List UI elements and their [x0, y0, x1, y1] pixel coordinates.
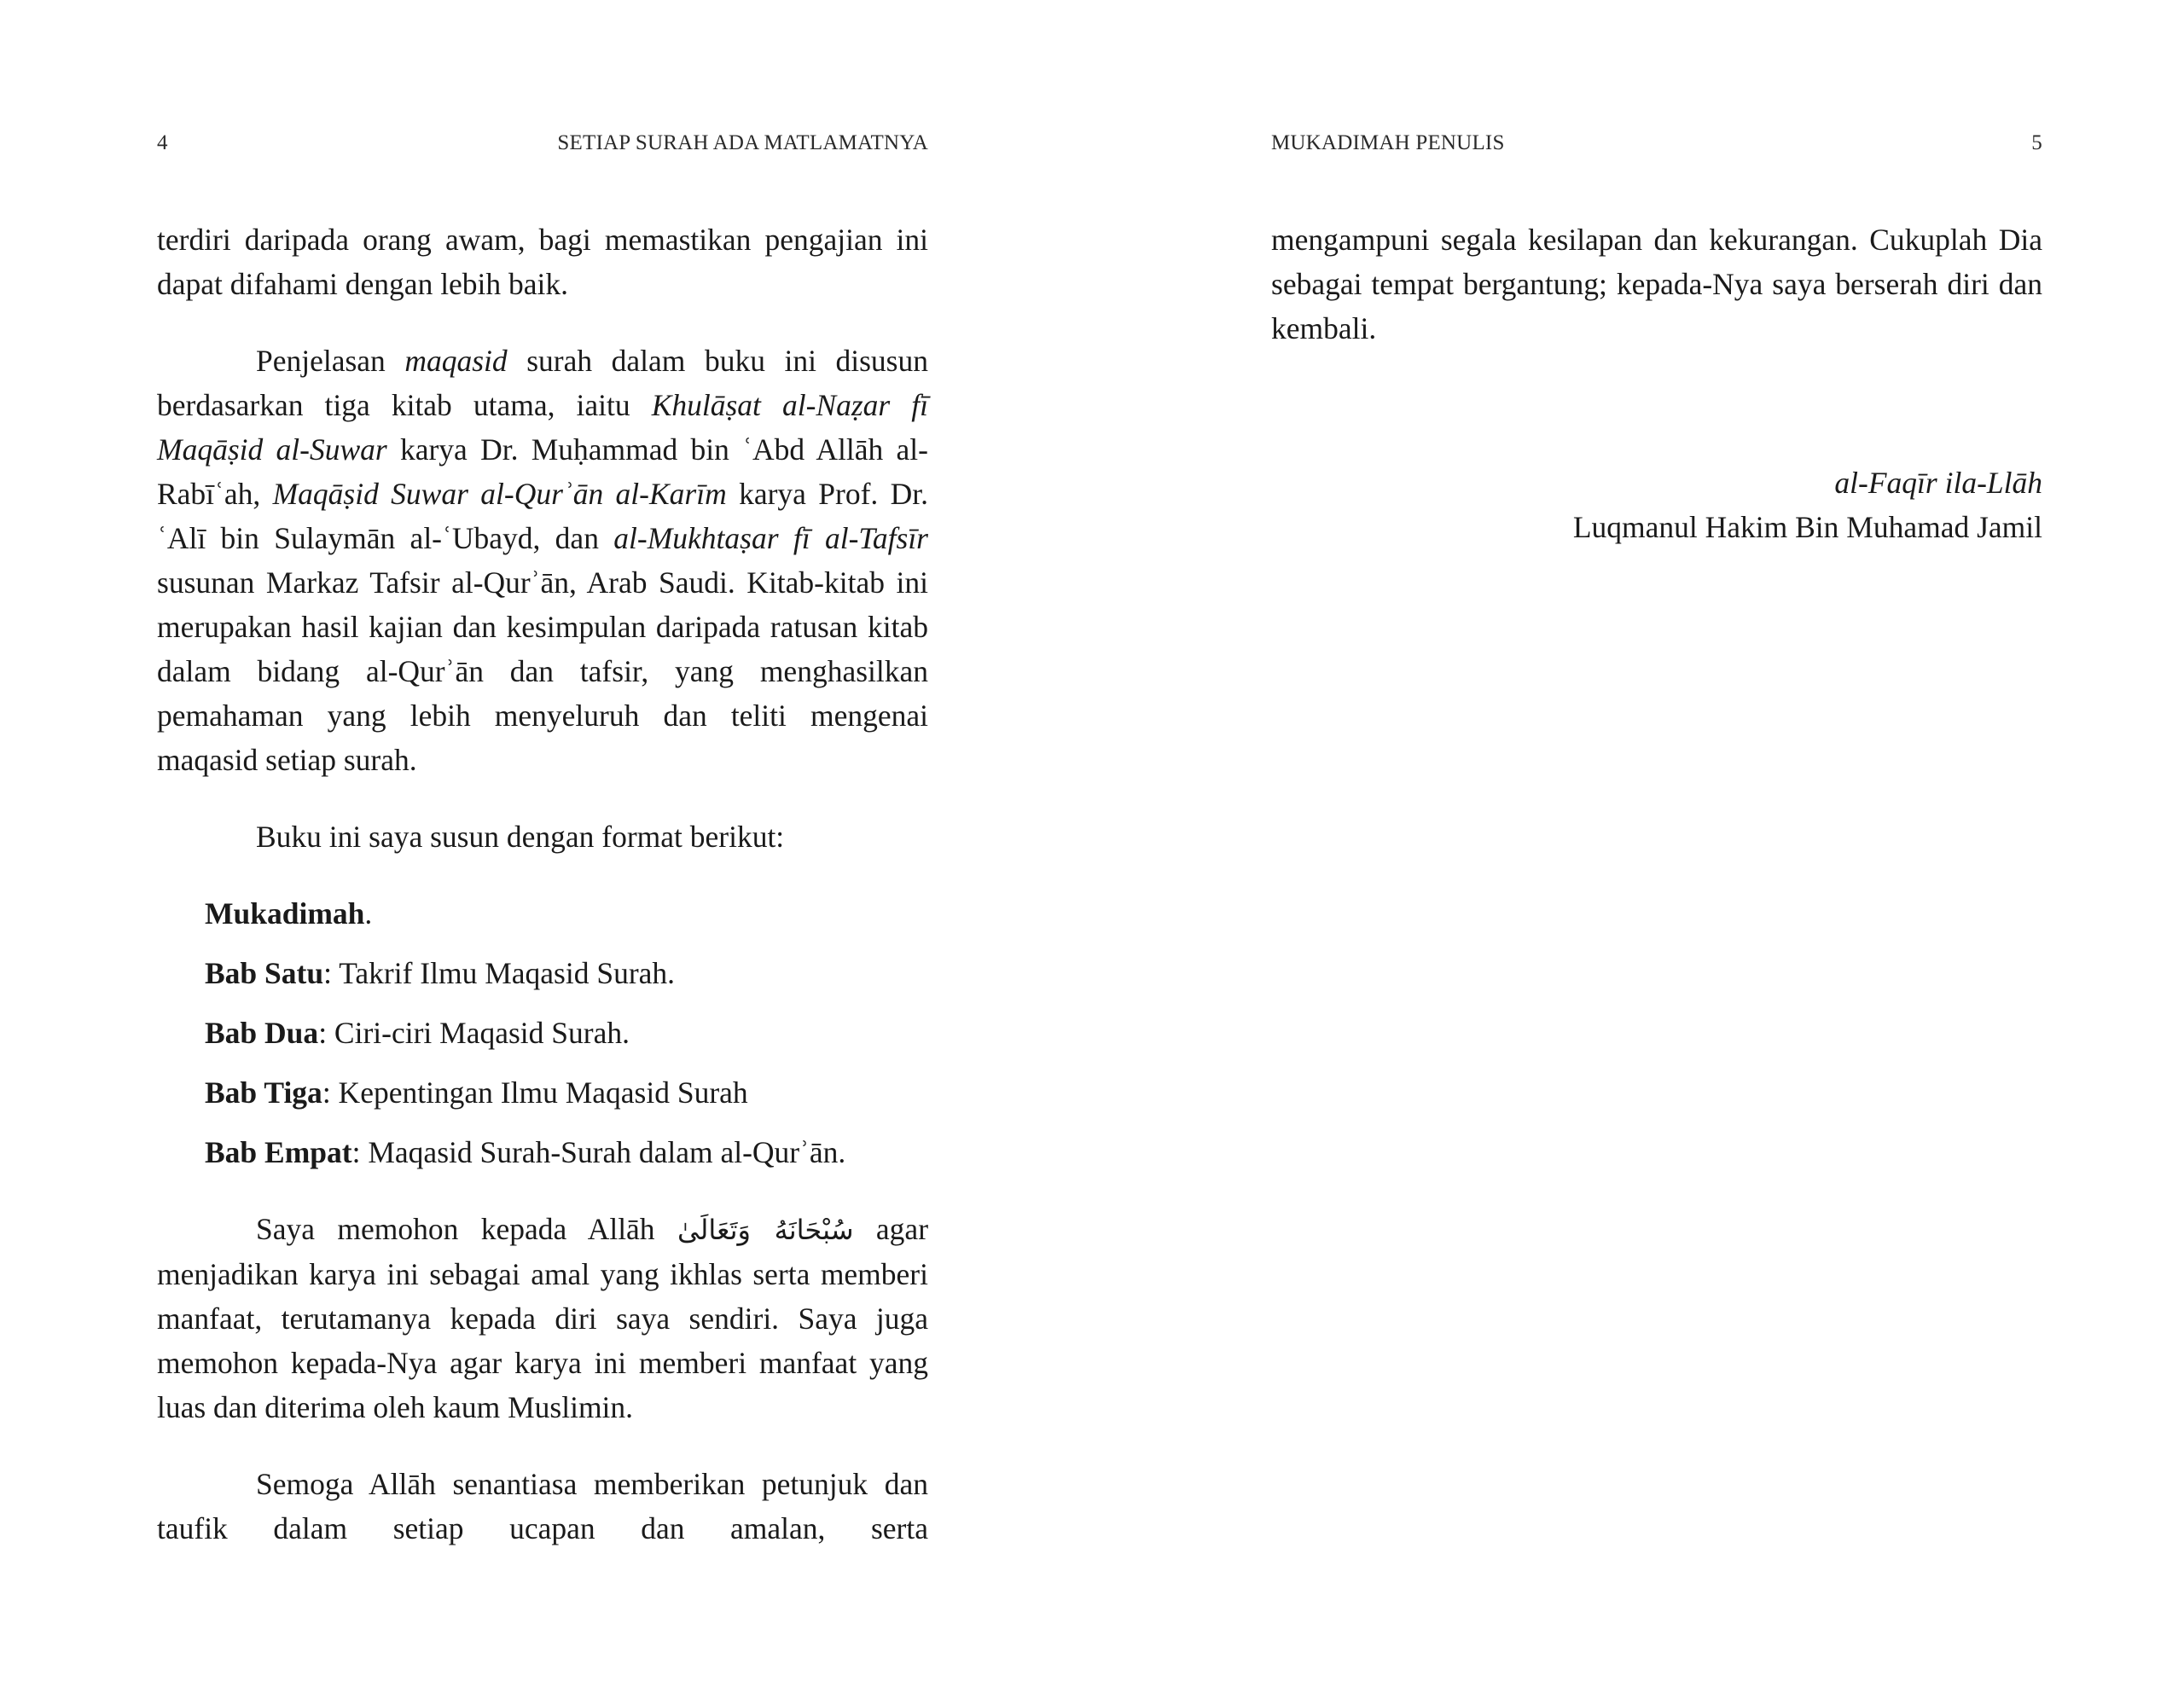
format-list-item	[205, 1011, 928, 1055]
para2-text-2: surah dalam buku ini disusun berdasarkan tiga kitab utama, iaitu	[157, 344, 928, 422]
format-item-text: : Ciri-ciri Maqasid Surah.	[318, 1016, 630, 1050]
left-page-body	[157, 217, 928, 1583]
format-list-item	[205, 1130, 928, 1174]
format-list	[205, 891, 928, 1174]
right-running-head	[1271, 131, 2042, 162]
para2-italic-mukhtasar: al-Mukhtaṣar fī al-Tafsīr	[613, 521, 928, 555]
left-paragraph-1: terdiri daripada orang awam, bagi memastikan pengajian ini dapat difahami dengan lebih baik.	[157, 223, 928, 301]
format-item-text: : Kepentingan Ilmu Maqasid Surah	[322, 1075, 748, 1110]
format-list-item	[205, 891, 928, 936]
right-page	[1271, 0, 2042, 1687]
format-item-label: Bab Tiga	[205, 1075, 322, 1110]
format-item-label: Bab Empat	[205, 1135, 352, 1169]
arabic-honorific: سُبْحَانَهُ وَتَعَالَىٰ	[677, 1214, 854, 1246]
left-running-title: SETIAP SURAH ADA MATLAMATNYA	[557, 131, 928, 154]
left-page-number: 4	[157, 131, 168, 154]
para2-text-5: susunan Markaz Tafsir al-Qurʾān, Arab Saudi. Kitab-kitab ini merupakan hasil kajian dan kesimpulan daripada ratusan kitab dalam bidang al-Qurʾān dan tafsir, yang menghasilkan pemahaman yang lebih menyeluruh dan teliti mengenai maqasid setiap surah.	[157, 565, 928, 777]
left-paragraph-3: Buku ini saya susun dengan format berikut:	[256, 820, 785, 854]
signature-epithet: al-Faqīr ila-Llāh	[1834, 466, 2042, 500]
right-paragraph-1: mengampuni segala kesilapan dan kekurangan. Cukuplah Dia sebagai tempat bergantung; kepada-Nya saya berserah diri dan kembali.	[1271, 223, 2042, 345]
para4-text-1: Saya memohon kepada Allāh	[256, 1212, 677, 1246]
para2-text-3: karya Dr. Muḥammad bin ʿAbd Allāh al-Rabīʿah,	[157, 432, 928, 511]
author-signature	[1573, 461, 2042, 549]
format-item-text: .	[364, 896, 373, 930]
right-running-title: MUKADIMAH PENULIS	[1271, 131, 1505, 154]
left-page	[157, 0, 928, 1687]
format-item-text: : Takrif Ilmu Maqasid Surah.	[323, 956, 676, 990]
para4-text-2: agar menjadikan karya ini sebagai amal yang ikhlas serta memberi manfaat, terutamanya kepada diri saya sendiri. Saya juga memohon kepada-Nya agar karya ini memberi manfaat yang luas dan diterima oleh kaum Muslimin.	[157, 1212, 929, 1424]
format-item-text: : Maqasid Surah-Surah dalam al-Qurʾān.	[351, 1135, 846, 1169]
format-item-label: Bab Dua	[205, 1016, 319, 1050]
left-running-head	[157, 131, 928, 162]
para2-text-4: karya Prof. Dr. ʿAlī bin Sulaymān al-ʿUbayd, dan	[157, 477, 928, 555]
right-page-body	[1271, 217, 2042, 383]
para2-italic-maqasid-suwar: Maqāṣid Suwar al-Qurʾān al-Karīm	[272, 477, 727, 511]
left-paragraph-4	[157, 1207, 928, 1429]
left-paragraph-2	[157, 339, 928, 782]
para2-text-1: Penjelasan	[256, 344, 405, 378]
para2-italic-maqasid: maqasid	[404, 344, 508, 378]
format-item-label: Mukadimah	[205, 896, 365, 930]
right-page-number: 5	[2031, 131, 2042, 154]
format-list-item	[205, 951, 928, 995]
left-paragraph-5: Semoga Allāh senantiasa memberikan petunjuk dan taufik dalam setiap ucapan dan amalan, serta	[157, 1467, 928, 1545]
format-list-item	[205, 1070, 928, 1115]
format-item-label: Bab Satu	[205, 956, 324, 990]
signature-author-name: Luqmanul Hakim Bin Muhamad Jamil	[1572, 510, 2042, 544]
para2-italic-khulasat: Khulāṣat al-Naẓar fī Maqāṣid al-Suwar	[157, 388, 928, 467]
